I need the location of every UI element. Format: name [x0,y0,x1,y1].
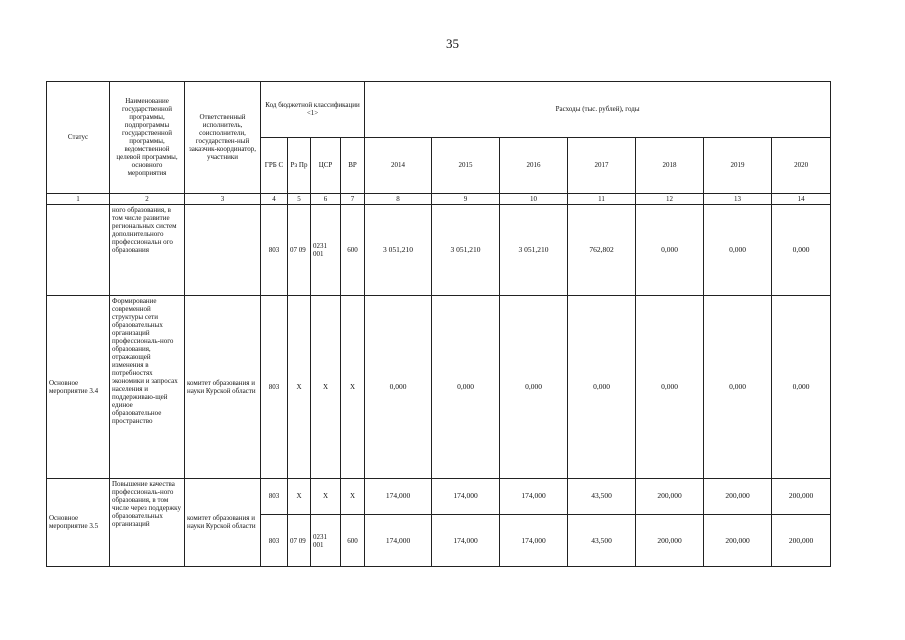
header-year: 2019 [704,137,772,193]
column-number-row [47,193,831,204]
column-number: 9 [432,193,500,204]
row-value-2017: 762,802 [568,204,636,295]
row-value-2015: 174,000 [432,515,500,567]
row-value-2018: 0,000 [636,296,704,479]
header-grbs: ГРБ С [261,137,288,193]
row-value-2016: 0,000 [500,296,568,479]
row-csr: 0231 001 [311,515,341,567]
row-grbs: 803 [261,478,288,515]
column-number: 12 [636,193,704,204]
header-year: 2015 [432,137,500,193]
row-value-2017: 43,500 [568,478,636,515]
row-csr: Х [311,478,341,515]
column-number: 10 [500,193,568,204]
row-vr: Х [341,296,365,479]
header-vr: ВР [341,137,365,193]
row-value-2020: 200,000 [772,478,831,515]
header-year: 2020 [772,137,831,193]
column-number: 6 [311,193,341,204]
row-value-2017: 43,500 [568,515,636,567]
header-year: 2016 [500,137,568,193]
row-rzpr: 07 09 [288,515,311,567]
row-value-2015: 0,000 [432,296,500,479]
column-number: 4 [261,193,288,204]
header-row-1 [47,82,831,138]
row-rzpr: Х [288,478,311,515]
header-name: Наименование государственной программы, подпрограммы государственной программы, ведомственной целевой программы, основного мероприятия [110,82,185,194]
row-executor [185,204,261,295]
row-value-2017: 0,000 [568,296,636,479]
row-value-2015: 174,000 [432,478,500,515]
row-value-2019: 200,000 [704,478,772,515]
row-value-2020: 0,000 [772,296,831,479]
row-value-2016: 174,000 [500,478,568,515]
row-grbs: 803 [261,515,288,567]
column-number: 11 [568,193,636,204]
row-csr: Х [311,296,341,479]
table-row [47,204,831,295]
row-vr: 600 [341,515,365,567]
column-number: 14 [772,193,831,204]
row-name: ного образования, в том числе развитие региональных систем дополнительного профессиональн ого образования [110,204,185,295]
row-value-2019: 200,000 [704,515,772,567]
row-value-2014: 0,000 [365,296,432,479]
column-number: 1 [47,193,110,204]
row-value-2018: 200,000 [636,478,704,515]
row-value-2015: 3 051,210 [432,204,500,295]
row-rzpr: Х [288,296,311,479]
column-number: 13 [704,193,772,204]
row-vr: 600 [341,204,365,295]
row-status: Основное мероприятие 3.5 [47,478,110,566]
row-grbs: 803 [261,296,288,479]
row-value-2020: 200,000 [772,515,831,567]
header-year: 2014 [365,137,432,193]
row-name: Формирование современной структуры сети образовательных организаций профессиональ-ного образования, отражающей изменения в потребностях экономики и запросах населения и поддерживаю-щей единое образовательное пространство [110,296,185,479]
row-executor: комитет образования и науки Курской области [185,478,261,566]
header-year: 2018 [636,137,704,193]
row-value-2014: 174,000 [365,515,432,567]
column-number: 8 [365,193,432,204]
row-value-2020: 0,000 [772,204,831,295]
row-value-2016: 3 051,210 [500,204,568,295]
column-number: 3 [185,193,261,204]
row-rzpr: 07 09 [288,204,311,295]
header-expenses: Расходы (тыс. рублей), годы [365,82,831,138]
table-row [47,296,831,479]
header-year: 2017 [568,137,636,193]
column-number: 5 [288,193,311,204]
header-csr: ЦСР [311,137,341,193]
row-grbs: 803 [261,204,288,295]
row-value-2016: 174,000 [500,515,568,567]
budget-table [46,81,831,567]
header-executor: Ответственный исполнитель, соисполнители, государствен-ный заказчик-координатор, участники [185,82,261,194]
column-number: 7 [341,193,365,204]
page-number: 35 [446,36,459,51]
header-status: Статус [47,82,110,194]
table-row [47,478,831,515]
row-executor: комитет образования и науки Курской области [185,296,261,479]
row-name: Повышение качества профессиональ-ного образования, в том числе через поддержку образовательных организаций [110,478,185,566]
row-csr: 0231 001 [311,204,341,295]
row-value-2014: 174,000 [365,478,432,515]
row-value-2018: 0,000 [636,204,704,295]
column-number: 2 [110,193,185,204]
row-vr: Х [341,478,365,515]
row-status: Основное мероприятие 3.4 [47,296,110,479]
row-value-2018: 200,000 [636,515,704,567]
header-kbk: Код бюджетной классификации <1> [261,82,365,138]
row-value-2014: 3 051,210 [365,204,432,295]
header-rzpr: Рз Пр [288,137,311,193]
row-value-2019: 0,000 [704,296,772,479]
row-status [47,204,110,295]
row-value-2019: 0,000 [704,204,772,295]
